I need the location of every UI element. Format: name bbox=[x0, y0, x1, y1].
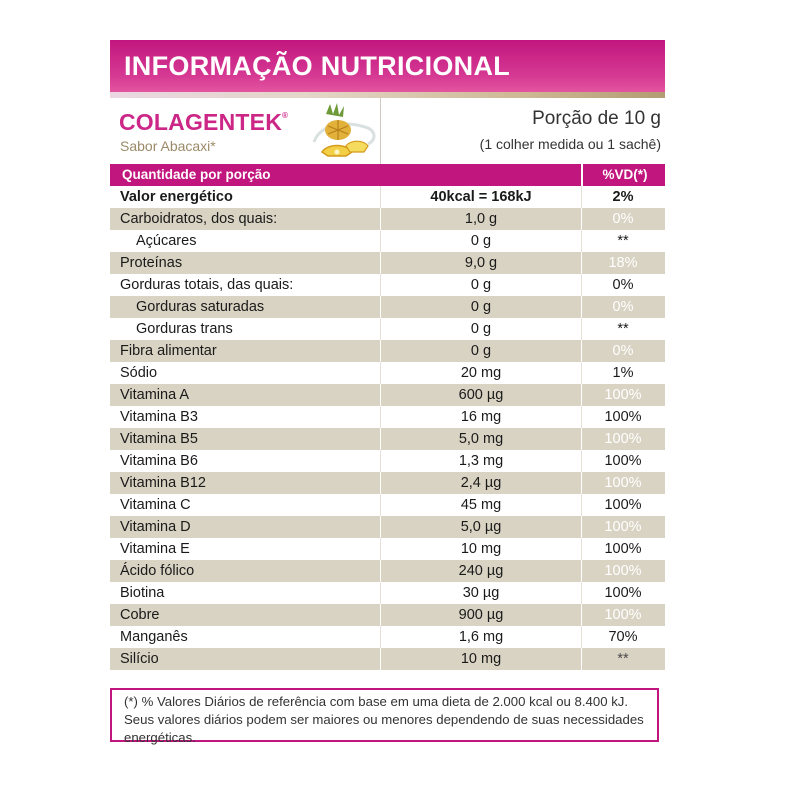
nutrient-quantity: 40kcal = 168kJ bbox=[380, 186, 582, 208]
nutrient-name: Proteínas bbox=[120, 255, 183, 271]
nutrient-daily-value: ** bbox=[617, 651, 629, 667]
nutrient-daily-value: ** bbox=[617, 233, 629, 249]
nutrient-name: Valor energético bbox=[120, 189, 233, 205]
table-row bbox=[110, 296, 665, 318]
brand-block bbox=[110, 98, 381, 164]
nutrient-quantity: 0 g bbox=[380, 340, 582, 362]
nutrient-quantity: 1,3 mg bbox=[380, 450, 582, 472]
nutrient-name: Vitamina B12 bbox=[120, 475, 206, 491]
nutrient-name: Biotina bbox=[120, 585, 165, 601]
nutrient-daily-value: 1% bbox=[612, 365, 634, 381]
table-row bbox=[110, 604, 665, 626]
table-row bbox=[110, 560, 665, 582]
brand-row bbox=[110, 98, 665, 164]
table-row bbox=[110, 406, 665, 428]
nutrient-daily-value: 100% bbox=[604, 563, 642, 579]
table-row bbox=[110, 208, 665, 230]
nutrient-name: Manganês bbox=[120, 629, 188, 645]
nutrient-name: Vitamina B3 bbox=[120, 409, 198, 425]
portion-measure: (1 colher medida ou 1 sachê) bbox=[479, 136, 661, 152]
nutrient-daily-value: 100% bbox=[604, 431, 642, 447]
nutrient-daily-value: 2% bbox=[612, 189, 634, 205]
nutrient-quantity: 10 mg bbox=[380, 648, 582, 670]
nutrient-daily-value: 100% bbox=[604, 607, 642, 623]
nutrient-name: Silício bbox=[120, 651, 159, 667]
table-row bbox=[110, 626, 665, 648]
nutrient-daily-value: 0% bbox=[612, 277, 634, 293]
nutrient-quantity: 10 mg bbox=[380, 538, 582, 560]
nutrient-daily-value: 100% bbox=[604, 409, 642, 425]
table-row bbox=[110, 340, 665, 362]
nutrient-quantity: 1,6 mg bbox=[380, 626, 582, 648]
nutrient-name: Vitamina A bbox=[120, 387, 190, 403]
nutrient-quantity: 20 mg bbox=[380, 362, 582, 384]
nutrient-quantity: 5,0 mg bbox=[380, 428, 582, 450]
nutrient-quantity: 0 g bbox=[380, 274, 582, 296]
nutrient-daily-value: 0% bbox=[612, 299, 634, 315]
nutrient-daily-value: 100% bbox=[604, 585, 642, 601]
nutrient-name: Ácido fólico bbox=[120, 563, 195, 579]
table-row bbox=[110, 252, 665, 274]
footnote: (*) % Valores Diários de referência com base em uma dieta de 2.000 kcal ou 8.400 kJ. Seus valores diários podem ser maiores ou menores dependendo de suas necessidades energéticas. bbox=[110, 688, 659, 742]
nutrient-name: Vitamina D bbox=[120, 519, 191, 535]
nutrient-quantity: 900 µg bbox=[380, 604, 582, 626]
nutrient-quantity: 9,0 g bbox=[380, 252, 582, 274]
nutrient-daily-value: ** bbox=[617, 321, 629, 337]
nutrient-daily-value: 100% bbox=[604, 453, 642, 469]
table-row bbox=[110, 494, 665, 516]
header-quantity-label: Quantidade por porção bbox=[122, 167, 271, 182]
nutrient-quantity: 16 mg bbox=[380, 406, 582, 428]
nutrient-name: Fibra alimentar bbox=[120, 343, 217, 359]
nutrition-panel bbox=[110, 40, 665, 670]
table-row bbox=[110, 186, 665, 208]
brand-name bbox=[119, 109, 288, 136]
nutrient-quantity: 2,4 µg bbox=[380, 472, 582, 494]
nutrient-quantity: 600 µg bbox=[380, 384, 582, 406]
table-header bbox=[110, 164, 665, 186]
nutrition-rows bbox=[110, 186, 665, 670]
nutrient-daily-value: 100% bbox=[604, 497, 642, 513]
title-banner bbox=[110, 40, 665, 92]
table-row bbox=[110, 516, 665, 538]
table-row bbox=[110, 384, 665, 406]
nutrient-daily-value: 18% bbox=[608, 255, 638, 271]
nutrient-quantity: 0 g bbox=[380, 230, 582, 252]
nutrient-name: Sódio bbox=[120, 365, 158, 381]
table-row bbox=[110, 450, 665, 472]
nutrient-name: Gorduras trans bbox=[136, 321, 233, 337]
pineapple-slice-icon bbox=[306, 102, 380, 162]
nutrient-name: Vitamina E bbox=[120, 541, 190, 557]
table-row bbox=[110, 230, 665, 252]
table-row bbox=[110, 362, 665, 384]
table-row bbox=[110, 428, 665, 450]
nutrient-daily-value: 100% bbox=[604, 387, 642, 403]
nutrient-daily-value: 0% bbox=[612, 343, 634, 359]
header-vd-label: %VD(*) bbox=[581, 164, 667, 186]
registered-mark: ® bbox=[282, 111, 289, 120]
portion-size: Porção de 10 g bbox=[532, 108, 661, 129]
table-row bbox=[110, 318, 665, 340]
nutrient-daily-value: 70% bbox=[608, 629, 638, 645]
nutrient-daily-value: 0% bbox=[612, 211, 634, 227]
nutrient-daily-value: 100% bbox=[604, 541, 642, 557]
nutrient-name: Cobre bbox=[120, 607, 160, 623]
nutrient-quantity: 1,0 g bbox=[380, 208, 582, 230]
nutrient-name: Gorduras totais, das quais: bbox=[120, 277, 294, 293]
nutrient-name: Açúcares bbox=[136, 233, 197, 249]
table-row bbox=[110, 538, 665, 560]
nutrient-name: Gorduras saturadas bbox=[136, 299, 265, 315]
nutrient-quantity: 30 µg bbox=[380, 582, 582, 604]
nutrient-name: Vitamina B5 bbox=[120, 431, 198, 447]
table-row bbox=[110, 274, 665, 296]
nutrient-daily-value: 100% bbox=[604, 475, 642, 491]
nutrient-quantity: 45 mg bbox=[380, 494, 582, 516]
nutrient-name: Vitamina B6 bbox=[120, 453, 198, 469]
brand-flavor: Sabor Abacaxi* bbox=[120, 138, 216, 154]
table-row bbox=[110, 582, 665, 604]
nutrient-name: Vitamina C bbox=[120, 497, 191, 513]
page-title: INFORMAÇÃO NUTRICIONAL bbox=[124, 51, 511, 81]
nutrient-name: Carboidratos, dos quais: bbox=[120, 211, 278, 227]
nutrient-daily-value: 100% bbox=[604, 519, 642, 535]
nutrient-quantity: 0 g bbox=[380, 296, 582, 318]
nutrient-quantity: 240 µg bbox=[380, 560, 582, 582]
nutrient-quantity: 5,0 µg bbox=[380, 516, 582, 538]
table-row bbox=[110, 472, 665, 494]
brand-name-text: COLAGENTEK bbox=[119, 109, 282, 135]
nutrient-quantity: 0 g bbox=[380, 318, 582, 340]
table-row bbox=[110, 648, 665, 670]
